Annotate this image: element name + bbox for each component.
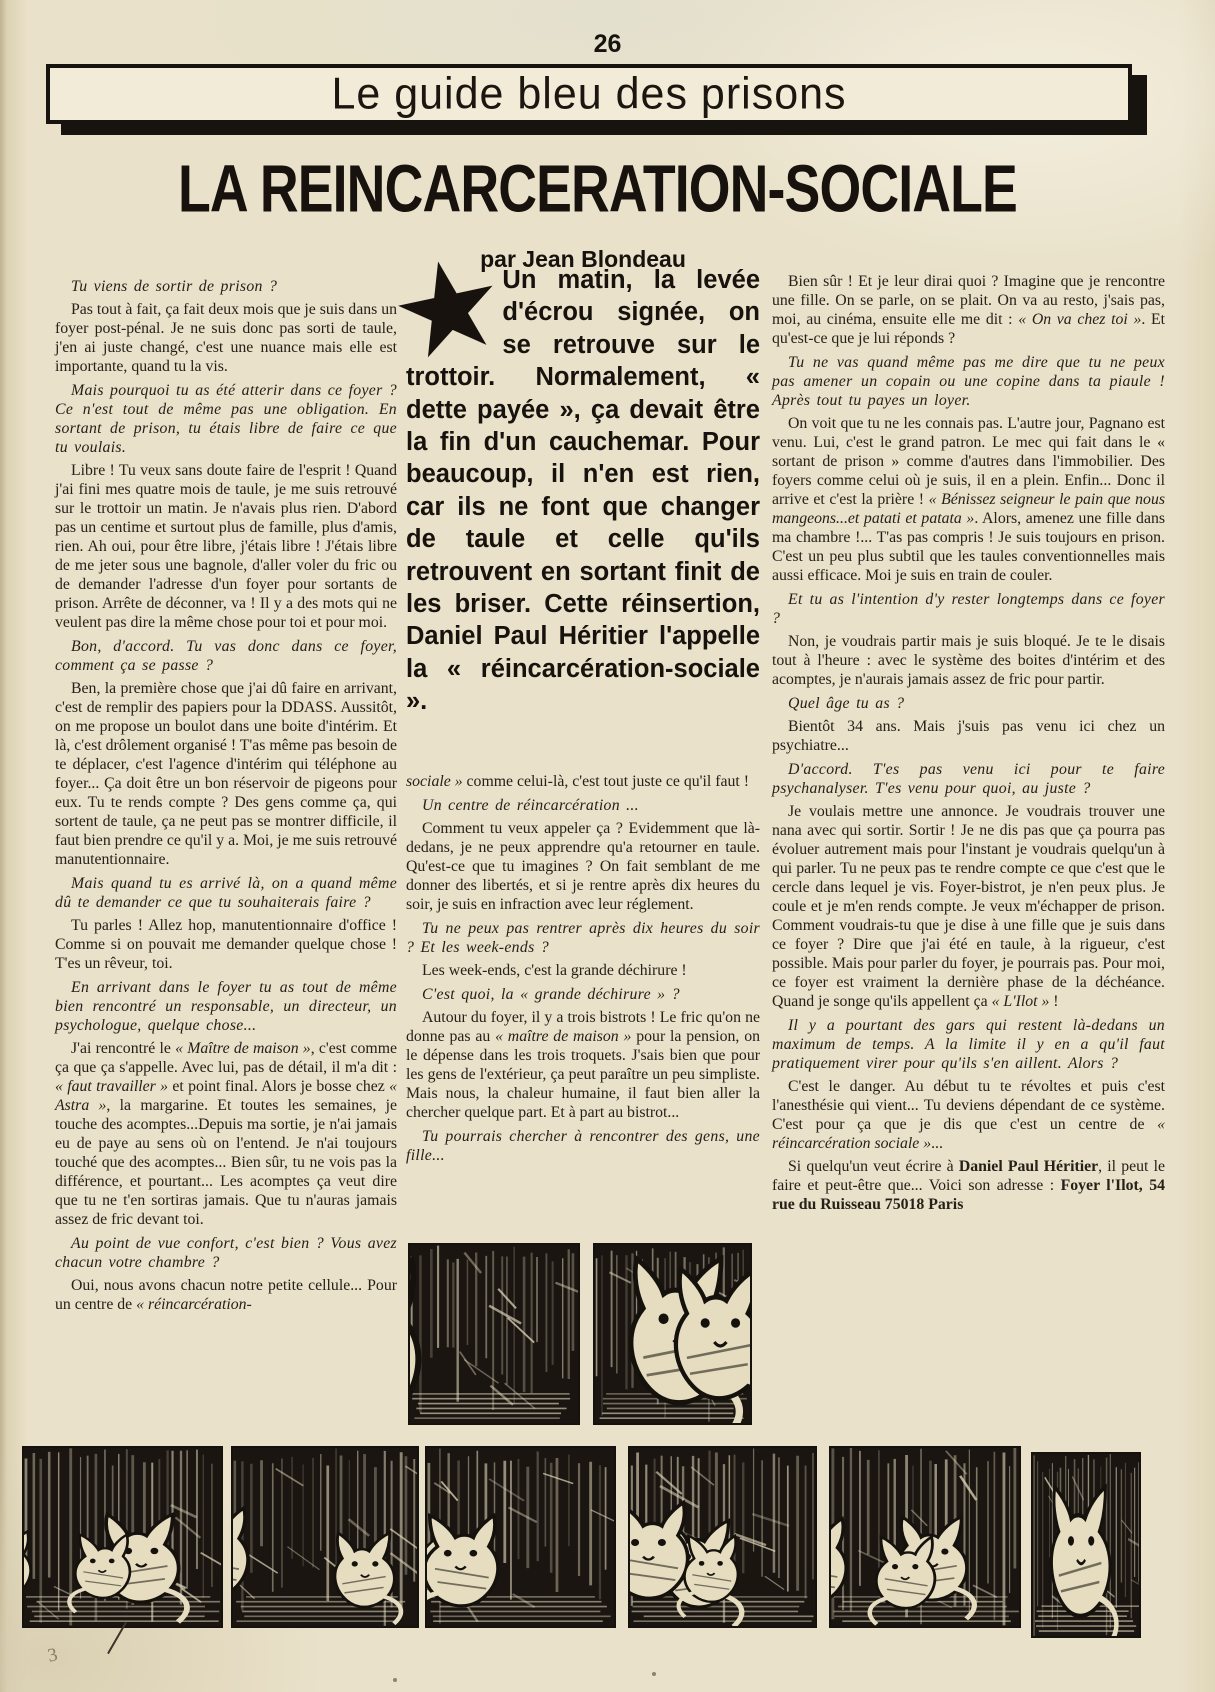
woodcut-rat-pair [593, 1243, 752, 1425]
interview-question: Bon, d'accord. Tu vas donc dans ce foyer, comment ça se passe ? [55, 637, 397, 674]
interview-answer: Libre ! Tu veux sans doute faire de l'esprit ! Quand j'ai fini mes quatre mois de taule, je me suis retrouvé sur le trottoir un matin. Je n'avais plus rien. D'abord pas un centime et surtout plus de famille, plus d'amis, rien. Ah oui, pour être libre, j'étais libre ! J'étais libre de me jeter sous une bagnole, d'aller voler du fric ou de demander l'adresse d'un foyer pour sortants de prison. Arrête de déconner, va ! Il y a des mots qui ne veulent pas dire la même chose pour toi et pour moi. [55, 462, 397, 631]
interview-question: Tu ne peux pas rentrer après dix heures du soir ? Et les week-ends ? [406, 919, 760, 956]
interview-answer: Oui, nous avons chacun notre petite cellule... Pour un centre de « réincarcération- [55, 1277, 397, 1313]
paper-speck [393, 1678, 397, 1682]
section-banner [46, 64, 1132, 124]
woodcut-rat-in-cell [408, 1243, 580, 1425]
handwritten-mark: 3 [45, 1644, 60, 1667]
interview-answer: Bientôt 34 ans. Mais j'suis pas venu ici chez un psychiatre... [772, 718, 1165, 754]
woodcut-art [427, 1448, 614, 1626]
woodcut-rats-group [628, 1446, 817, 1628]
interview-answer: sociale » comme celui-là, c'est tout juste ce qu'il faut ! [406, 773, 750, 790]
woodcut-art [24, 1448, 221, 1626]
interview-question: Un centre de réincarcération ... [422, 796, 639, 814]
interview-question: Et tu as l'intention d'y rester longtemps dans ce foyer ? [772, 590, 1165, 627]
page-number: 26 [593, 30, 622, 58]
interview-answer: J'ai rencontré le « Maître de maison », c'est comme ça que ça s'appelle. Avec lui, pas de détail, il m'a dit : « faut travailler » et point final. Alors je bosse chez « Astra », la margarine. Et toutes les semaines, je touche des acomptes...Depuis ma sortie, je n'ai jamais eu de paye au sens où on l'entend. Je n'ai toujours touché que des acomptes... Bien sûr, tu ne vois pas la différence, et pourtant... Les acomptes ça veut dire que tu ne t'en sortiras jamais. Que tu n'auras jamais assez de fric devant toi. [55, 1040, 397, 1228]
woodcut-rats-walking [829, 1446, 1021, 1628]
interview-question: Tu pourrais chercher à rencontrer des gens, une fille... [406, 1127, 760, 1164]
interview-question: C'est quoi, la « grande déchirure » ? [422, 985, 680, 1003]
woodcut-art [233, 1448, 417, 1626]
interview-question: Mais quand tu es arrivé là, on a quand même dû te demander ce que tu souhaiterais faire ? [55, 874, 397, 911]
article-byline: par Jean Blondeau [480, 246, 686, 272]
interview-answer: Non, je voudrais partir mais je suis bloqué. Je te le disais tout à l'heure : avec le système des boites d'intérim et des acomptes, je n'aurais jamais assez de fric pour partir. [772, 633, 1165, 688]
woodcut-rat-with-frame [1031, 1452, 1141, 1638]
interview-question: Quel âge tu as ? [788, 694, 905, 712]
interview-answer: Autour du foyer, il y a trois bistrots ! Le fric qu'on ne donne pas au « maître de maison » pour la pension, on le dépense dans les trois troquets. J'sais bien que pour les gens de l'extérieur, ça peut paraître un peu simpliste. Mais nous, la chaleur humaine, il faut bien aller la chercher quelque part. Et à part au bistrot... [406, 1009, 760, 1121]
interview-question: D'accord. T'es pas venu ici pour te faire psychanalyser. T'es venu pour quoi, au juste ? [772, 760, 1165, 797]
woodcut-art [630, 1448, 815, 1626]
column-left [55, 272, 397, 1318]
interview-answer: On voit que tu ne les connais pas. L'autre jour, Pagnano est venu. Lui, c'est le grand patron. Le mec qui fait dans le « sortant de prison » comme d'autres dans l'immobilier. Des foyers comme celui où je suis, il en a plein. Enfin... Donc il arrive et c'est la prière ! « Bénissez seigneur le pain que nous mangeons...et patati et patata ». Alors, amenez une fille dans ma chambre !... T'as pas compris ! Je suis toujours en prison. C'est un peu plus subtil que les taules conventionnelles mais aussi efficace. Moi je suis en train de couler. [772, 415, 1165, 584]
woodcut-art [1033, 1454, 1139, 1636]
woodcut-art [831, 1448, 1019, 1626]
interview-question: Il y a pourtant des gars qui restent là-dedans un maximum de temps. A la limite il y en a qu'il faut pratiquement virer pour qu'ils s'en aillent. Alors ? [772, 1016, 1165, 1072]
interview-answer: Je voulais mettre une annonce. Je voudrais trouver une nana avec qui sortir. Sortir ! Je ne dis pas que ça pourra pas évoluer autrement mais pour l'instant je voudrais quelqu'un à qui parler. Tu ne peux pas te rendre compte ce que c'est que le cercle dans lequel je vis. Foyer-bistrot, je n'en peux plus. Je coule et je m'en rends compte. Je veux m'échapper de prison. Comment voudrais-tu que je dise à une fille que je suis dans ce foyer ? Dire que j'ai été en taule, à la rigueur, c'est possible. Mais pour parler du foyer, je pourrais pas. Pour moi, ce foyer est vraiment la dernière phase de la déchéance. Quand je songe qu'ils appellent ça « L'Ilot » ! [772, 803, 1165, 1010]
column-middle [406, 772, 760, 1169]
section-banner-title: Le guide bleu des prisons [331, 68, 847, 119]
woodcut-rats-cart [231, 1446, 419, 1628]
interview-answer: Si quelqu'un veut écrire à Daniel Paul Héritier, il peut le faire et peut-être que... Voici son adresse : Foyer l'Ilot, 54 rue du Ruisseau 75018 Paris [772, 1157, 1165, 1213]
woodcut-rats-street [425, 1446, 616, 1628]
interview-question: Tu viens de sortir de prison ? [71, 277, 278, 295]
interview-answer: Comment tu veux appeler ça ? Evidemment que là-dedans, je ne peux apprendre qu'a retourner en taule. Qu'est-ce que tu imagines ? On fait semblant de me donner des libertés, et si je rentre après dix heures du soir, je suis en infraction avec leur réglement. [406, 820, 760, 913]
interview-answer: Les week-ends, c'est la grande déchirure ! [422, 962, 687, 979]
interview-answer: Ben, la première chose que j'ai dû faire en arrivant, c'est de remplir des papiers pour la DDASS. Aussitôt, on me propose un boulot dans une boite d'intérim. Et là, c'est drôlement organisé ! T'as même pas besoin de te déplacer, c'est l'agence d'intérim qui téléphone au foyer... Ça doit être un bon réservoir de pigeons pour eux. Tu te rends compte ? Des gens comme ça, qui sortent de taule, ça ne peut pas se montrer difficile, il faut bien prendre ce qu'il y a. Moi, je me suis retrouvé manutentionnaire. [55, 680, 398, 868]
interview-answer: Bien sûr ! Et je leur dirai quoi ? Imagine que je rencontre une fille. On se parle, on se plait. On va au resto, j'sais pas, moi, au cinéma, ensuite elle me dit : « On va chez toi ». Et qu'est-ce que je lui réponds ? [772, 273, 1165, 347]
woodcut-rats-crowd [22, 1446, 223, 1628]
woodcut-art [410, 1245, 578, 1423]
interview-question: Mais pourquoi tu as été atterir dans ce foyer ? Ce n'est tout de même pas une obligation. En sortant de prison, tu étais libre de faire ce que tu voulais. [55, 381, 397, 456]
star-icon: ★ [386, 236, 511, 381]
interview-question: Tu ne vas quand même pas me dire que tu ne peux pas amener un copain ou une copine dans ta piaule ! Après tout tu payes un loyer. [772, 353, 1165, 409]
paper-speck [652, 1672, 656, 1676]
interview-answer: Tu parles ! Allez hop, manutentionnaire d'office ! Comme si on pouvait me demander quelque chose ! T'es un rêveur, toi. [55, 917, 397, 972]
interview-answer: Pas tout à fait, ça fait deux mois que je suis dans un foyer post-pénal. Je ne suis donc pas sorti de taule, j'en ai juste changé, c'est une nuance mais elle est importante, quand tu la vis. [55, 301, 397, 375]
interview-answer: C'est le danger. Au début tu te révoltes et puis c'est l'anesthésie qui vient... Tu deviens dépendant de ce système. C'est pour ça que je dis que c'est un centre de « réincarcération sociale »... [772, 1078, 1165, 1152]
interview-question: Au point de vue confort, c'est bien ? Vous avez chacun votre chambre ? [55, 1234, 397, 1271]
column-right [772, 272, 1165, 1217]
interview-question: En arrivant dans le foyer tu as tout de même bien rencontré un responsable, un directeur, un psychologue, quelque chose... [55, 978, 397, 1034]
lead-text: Un matin, la levée d'écrou signée, on se retrouve sur le trottoir. Normalement, « dette payée », ça devait être la fin d'un cauchemar. Pour beaucoup, il n'en est rien, car ils ne font que changer de taule et celle qu'ils retrouvent en sortant finit de les briser. Cette réinsertion, Daniel Paul Héritier l'appelle la « réincarcération-sociale ». [406, 266, 760, 716]
woodcut-art [595, 1245, 750, 1423]
article-title: LA REINCARCERATION-SOCIALE [178, 151, 1017, 226]
